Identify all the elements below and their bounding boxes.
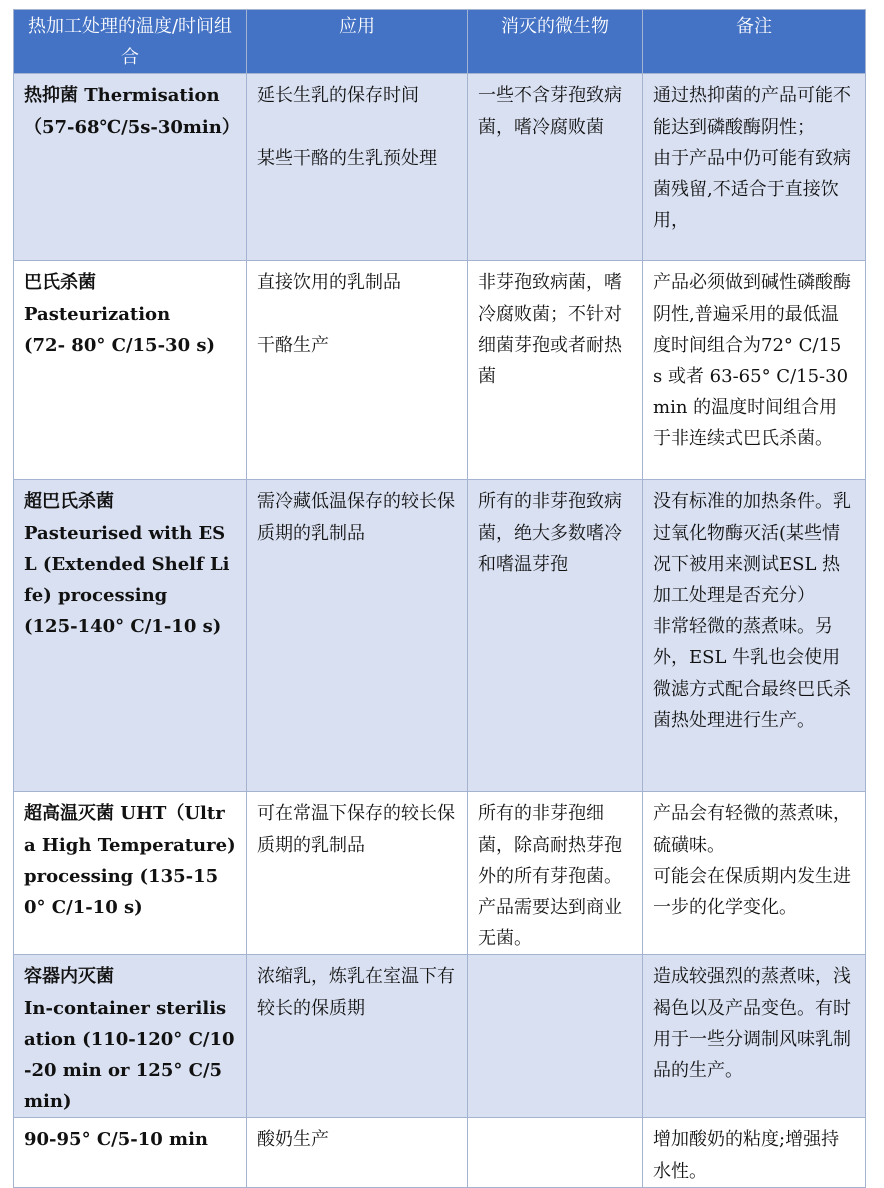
treatment-name: 热抑菌 Thermisation — [24, 85, 220, 107]
header-notes: 备注 — [643, 10, 866, 74]
microbes-cell — [468, 955, 643, 1118]
notes-text: 没有标准的加热条件。乳过氧化物酶灭活(某些情况下被用来测试ESL 热加工处理是否充分） — [653, 491, 851, 607]
application-text: 直接饮用的乳制品 — [257, 272, 401, 294]
application-text: 某些干酪的生乳预处理 — [257, 147, 437, 169]
microbes-cell — [468, 1118, 643, 1187]
treatment-name-en: Pasteurization — [24, 303, 171, 325]
application-cell — [247, 74, 468, 261]
table-row — [14, 792, 866, 955]
treatment-condition: (125-140° C/1-10 s) — [24, 616, 222, 638]
application-text: 干酪生产 — [257, 334, 329, 356]
treatment-condition: 90-95° C/5-10 min — [24, 1129, 209, 1151]
notes-cell — [643, 1118, 866, 1187]
treatment-name: 容器内灭菌 — [24, 966, 114, 988]
notes-text: 通过热抑菌的产品可能不能达到磷酸酶阴性； — [653, 85, 851, 138]
header-microbes: 消灭的微生物 — [468, 10, 643, 74]
treatment-name-cell — [14, 261, 247, 480]
treatment-name-en: In-container sterilisation (110-120° C/10-20 min or 125° C/5 min) — [24, 997, 235, 1113]
treatment-name-cell — [14, 1118, 247, 1187]
notes-cell — [643, 955, 866, 1118]
table-header-row — [14, 10, 866, 74]
treatment-name-cell — [14, 955, 247, 1118]
notes-cell — [643, 74, 866, 261]
heat-treatment-table — [13, 9, 866, 1188]
notes-cell — [643, 480, 866, 792]
notes-text: 可能会在保质期内发生进一步的化学变化。 — [653, 865, 851, 919]
header-application: 应用 — [247, 10, 468, 74]
application-cell — [247, 792, 468, 955]
notes-text: 产品会有轻微的蒸煮味，硫磺味。 — [653, 803, 851, 856]
treatment-name-cell — [14, 74, 247, 261]
table-row — [14, 480, 866, 792]
notes-text: 造成较强烈的蒸煮味，浅褐色以及产品变色。有时用于一些分调制风味乳制品的生产。 — [653, 966, 851, 1082]
microbes-cell: 一些不含芽孢致病菌，嗜冷腐败菌 — [468, 74, 643, 261]
application-text: 延长生乳的保存时间 — [257, 85, 419, 107]
application-text: 酸奶生产 — [257, 1129, 329, 1151]
header-temperature-time: 热加工处理的温度/时间组合 — [14, 10, 247, 74]
table-row — [14, 74, 866, 261]
application-cell — [247, 261, 468, 480]
treatment-condition: (72- 80° C/15-30 s) — [24, 334, 216, 356]
spacer — [257, 112, 457, 143]
notes-text: 由于产品中仍可能有致病菌残留,不适合于直接饮用， — [653, 147, 851, 232]
application-text: 需冷藏低温保存的较长保质期的乳制品 — [257, 491, 455, 544]
treatment-name-cell — [14, 480, 247, 792]
notes-cell — [643, 792, 866, 955]
treatment-name: 超高温灭菌 UHT（Ultra High Temperature) processing (135-150° C/1-10 s) — [24, 803, 242, 919]
notes-text: 产品必须做到碱性磷酸酶阴性,普遍采用的最低温度时间组合为72° C/15 s 或者 63-65° C/15-30 min 的温度时间组合用于非连续式巴氏杀菌。 — [653, 272, 854, 450]
application-text: 浓缩乳，炼乳在室温下有较长的保质期 — [257, 966, 455, 1019]
microbes-cell: 所有的非芽孢致病菌，绝大多数嗜冷和嗜温芽孢 — [468, 480, 643, 792]
treatment-condition: （57-68℃/5s-30min） — [24, 116, 240, 138]
notes-cell — [643, 261, 866, 480]
notes-text: 非常轻微的蒸煮味。另外，ESL 牛乳也会使用微滤方式配合最终巴氏杀菌热处理进行生产。 — [653, 616, 851, 731]
table-row — [14, 1118, 866, 1187]
table-row — [14, 955, 866, 1118]
spacer — [257, 299, 457, 330]
application-cell — [247, 480, 468, 792]
application-cell — [247, 1118, 468, 1187]
microbes-cell: 所有的非芽孢细菌，除高耐热芽孢外的所有芽孢菌。产品需要达到商业无菌。 — [468, 792, 643, 955]
treatment-name: 超巴氏杀菌 — [24, 491, 114, 513]
notes-text: 增加酸奶的粘度;增强持水性。 — [653, 1129, 840, 1182]
treatment-name-cell — [14, 792, 247, 955]
treatment-name-en: Pasteurised with ESL (Extended Shelf Life) processing — [24, 522, 230, 607]
table-row — [14, 261, 866, 480]
application-text: 可在常温下保存的较长保质期的乳制品 — [257, 803, 455, 856]
treatment-name: 巴氏杀菌 — [24, 272, 96, 294]
application-cell — [247, 955, 468, 1118]
microbes-cell: 非芽孢致病菌，嗜冷腐败菌；不针对细菌芽孢或者耐热菌 — [468, 261, 643, 480]
